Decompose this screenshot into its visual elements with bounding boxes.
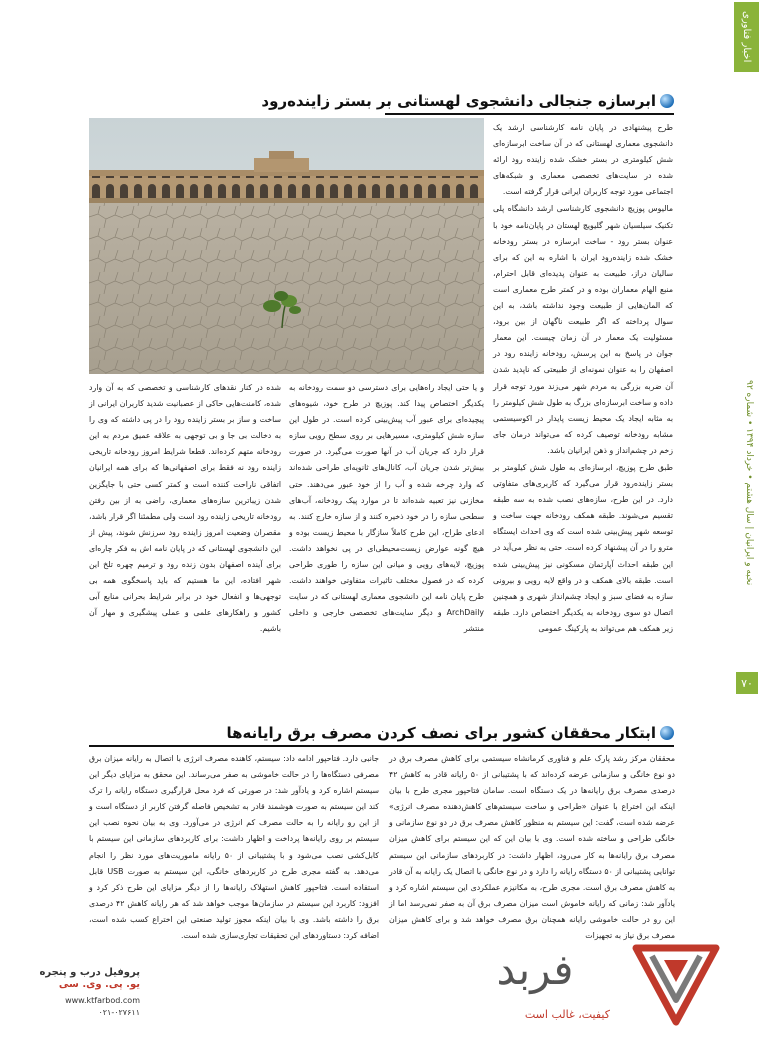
advert-phone: ۰۲۱-۰۲۷۶۱۱ (98, 1008, 140, 1017)
advert-contact (20, 967, 140, 1017)
paragraph: جانبی دارد. فتاحپور ادامه داد: سیستم، کاهنده مصرف انرژی با اتصال به رایانه میزان برق مصرفی دستگاه‌ها را در حالت خاموشی به صفر می‌رساند. این محقق به مزایای دیگر این سیستم اشاره کرد و یادآور شد: در صورتی که فرد محل قرارگیری دستگاه رایانه را ترک کند این سیستم به صورت هوشمند قادر به تشخیص فاصله گرفتن کاربر از دستگاه است و از این رو رایانه را به حالت مصرف کم انرژی در می‌آورد. وی به بیان نحوه نصب این سیستم بر روی رایانه‌ها پرداخت و اظهار داشت: برای کاربردهای سازمانی این سیستم با کابل‌کشی نصب می‌شود و با پشتیبانی از ۵۰ رایانه ماموریت‌های مورد نظر را انجام می‌دهد. به گفته مجری طرح در کاربردهای خانگی، این سیستم به صورت USB قابل استفاده است. فتاحپور کاهش استهلاک رایانه‌ها را از دیگر مزایای این طرح ذکر کرد و افزود: کاربرد این سیستم در سازمان‌ها موجب خواهد شد که هر رایانه کاهش ۴۲ درصدی برق را داشته باشد. وی با بیان اینکه مجوز تولید صنعتی این اختراع کسب شده است، اضافه کرد: دستاوردهای این تحقیقات تجاری‌سازی شده است. (89, 754, 380, 941)
page-number: ۷۰ (736, 672, 758, 694)
advert-line1: پروفیل درب و پنجره (39, 967, 140, 978)
brand-slogan: کیفیت، غالب است (524, 1008, 610, 1021)
advert-line2: یو. پی. وی. سی (58, 979, 140, 990)
sidebar (732, 0, 762, 1045)
brand-logo-icon (630, 938, 722, 1028)
khaju-bridge-dry-riverbed-image (89, 118, 484, 374)
article2-title-row (227, 724, 675, 742)
article1-column-right (493, 120, 673, 672)
section-tab-label: اخبار فناوری (741, 11, 752, 63)
article1-column-middle (289, 380, 484, 704)
paragraph: طبق طرح پوزیچ، ابرسازه‌ای به طول شش کیلومتر بر بستر زاینده‌رود قرار می‌گیرد که کاربری‌های متفاوتی دارد. در این طرح، سازه‌های نصب شده به سه طبقه تقسیم می‌شوند. طبقه همکف رودخانه جهت ساخت و توسعه شهر پیش‌بینی شده است که وی احداث ایستگاه مترو را در آن پیشنهاد کرده است. حتی به نظر می‌آید در این طبقه احداث آپارتمان مسکونی نیز پیش‌بینی شده است. طبقه بالای همکف و در واقع لایه رویی و بیرونی سازه به فضای سبز و ایجاد چشم‌انداز شهری و همچنین اتصال دو سوی رودخانه به یکدیگر اختصاص دارد. طبقه زیر همکف هم می‌تواند به پارکینگ عمومی (493, 462, 673, 633)
article1-title-rule (385, 113, 674, 115)
section-tab (734, 2, 759, 72)
issue-line: نخبه و ایرانیان | سال هشتم • خرداد ۱۳۹۴ • شماره ۹۲ (744, 380, 754, 586)
globe-icon (660, 94, 674, 108)
article2-column-right (389, 751, 675, 941)
article1-title-row (261, 92, 674, 110)
paragraph: شده در کنار نقدهای کارشناسی و تخصصی که به آن وارد شده، کامنت‌هایی حاکی از عصبانیت شدید کاربران ایرانی از ساخت و ساز بر بستر زاینده رود را در پی داشته که وی را به دخالت بی جا و بی توجهی به علاقه عمیق مردم به این رودخانه متهم کرده‌اند. قطعا شرایط امروز رودخانه تاریخی زاینده رود نه فقط برای اصفهانی‌ها که برای همه ایرانیان اتفاقی ناراحت کننده است و کمتر کسی حتی با جایگزین شدن زیباترین سازه‌های معماری، راضی به از بین رفتن رودخانه تاریخی زاینده رود است ولی مطمئنا اگر قرار باشد، مقصران وضعیت امروز زاینده رود سرزنش شوند، پیش از این دانشجوی لهستانی که در پایان نامه اش به فکر چاره‌ای برای آینده اصفهان بدون زنده رود و ترمیم چهره تلخ این شهر افتاده، این ما هستیم که باید پاسخگوی همه بی توجهی‌ها و انفعال خود در برابر شرایط بحرانی منابع آبی کشور و راهکارهای علمی و عملی پیشگیری و مهار آن باشیم. (89, 383, 281, 634)
paragraph: طرح پیشنهادی در پایان نامه کارشناسی ارشد یک دانشجوی معماری لهستانی که در آن ساخت ابرسازه‌ای شش کیلومتری در بستر خشک شده زاینده رود ارائه شده در سایت‌های تخصصی معماری و شبکه‌های اجتماعی مورد توجه کاربران ایرانی قرار گرفته است. (493, 123, 673, 197)
article1-photo (89, 118, 484, 374)
article1-title: ابرسازه جنجالی دانشجوی لهستانی بر بستر زاینده‌رود (261, 92, 656, 110)
article2-column-left (89, 751, 380, 941)
advert-website[interactable]: www.ktfarbod.com (65, 996, 140, 1005)
paragraph: مالیوس پوزیچ دانشجوی کارشناسی ارشد دانشگاه پلی تکنیک سیلسیان شهر گلیویچ لهستان در پایان‌نامه خود با عنوان بستر رود - ساخت ابرسازه در بستر رودخانه خشک شده زاینده‌رود ایران با اشاره به این که برای سالیان دراز، طبیعت به عنوان پدیده‌ای قابل احترام، منبع الهام معماران بوده و در کمتر طرح معماری است که المان‌هایی از طبیعت وجود نداشته باشد، به این سوال پرداخته که اگر طبیعت ناگهان از بین برود، مسئولیت یک معمار در آن زمان چیست. این معمار جوان در پاسخ به این پرسش، رودخانه زاینده رود در اصفهان را به عنوان نمونه‌ای از طبیعتی که ناپدید شدن آن ضربه بزرگی به مردم شهر می‌زند مورد توجه قرار داده و ساخت ابرسازه‌ای بزرگ به طول شش کیلومتر را به مثابه ایجاد یک محیط زیست پایدار در اکوسیستمی مشابه رودخانه توصیف کرده که می‌تواند درمان جای زخم در چشم‌انداز و ذهن ایرانیان باشد. (493, 204, 673, 455)
globe-icon (660, 726, 674, 740)
article1-column-left (89, 380, 281, 704)
article2-title-rule (89, 745, 674, 747)
brand-logo-text: فربد (496, 945, 574, 994)
paragraph: و یا حتی ایجاد راه‌هایی برای دسترسی دو سمت رودخانه به یکدیگر اختصاص پیدا کند. پوزیچ در طرح خود، شیوه‌های پیچیده‌ای برای عبور آب پیش‌بینی کرده است. در طول این سازه شش کیلومتری، مسیرهایی بر روی سطح رویی سازه قرار دارد که جریان آب در آنها صورت می‌گیرد. در صورت بیش‌تر شدن جریان آب، کانال‌های ثانویه‌ای طراحی شده‌اند که وارد چرخه شده و آب را از خود عبور می‌دهند. حتی مخازنی نیز تعبیه شده‌اند تا در موارد پیک رودخانه، آب‌های سطحی سازه را در خود ذخیره کنند و از سازه خارج کنند. به ادعای طراح، این طرح کاملاً سازگار با محیط زیست بوده و هیچ گونه عوارض زیست‌محیطی‌ای در پی نخواهد داشت. پوزیچ، لایه‌های رویی و میانی این سازه را طوری طراحی کرده که در فصول مختلف تاثیرات متفاوتی خواهند داشت. طرح پایان نامه این دانشجوی معماری لهستانی که در سایت ArchDaily و دیگر سایت‌های تخصصی خارجی و داخلی منتشر (289, 383, 484, 634)
article2-title: ابتکار محققان کشور برای نصف کردن مصرف برق رایانه‌ها (226, 724, 656, 742)
paragraph: محققان مرکز رشد پارک علم و فناوری کرمانشاه سیستمی برای کاهش مصرف برق در دو نوع خانگی و سازمانی عرضه کرده‌اند که با پشتیبانی از ۵۰ رایانه قادر به کاهش ۴۲ درصدی مصرف برق رایانه‌ها در یک دستگاه است. سامان فتاحپور مجری طرح با بیان اینکه این اختراع با عنوان «طراحی و ساخت سیستم‌های کاهش‌دهنده مصرف انرژی» عرضه شده است، گفت: این سیستم به منظور کاهش مصرف برق در دو نوع سازمانی و خانگی طراحی و ساخته شده است. وی با بیان این که این سیستم برای کاهش میزان مصرف برق رایانه‌ها به کار می‌رود، اظهار داشت: در کاربردهای سازمانی این سیستم توانایی پشتیبانی از ۵۰ دستگاه رایانه را دارد و در نوع خانگی با اتصال یک رایانه به آن قادر به کاهش مصرف برق است. مجری طرح، به مکانیزم عملکردی این سیستم اشاره کرد و یادآور شد: زمانی که رایانه خاموش است میزان مصرف برق آن به صفر نمی‌رسد اما از این رو در حالت خاموشی رایانه همچنان برق مصرف خواهد شد و برای کاهش میزان مصرف برق نیاز به تجهیزات (389, 754, 675, 941)
